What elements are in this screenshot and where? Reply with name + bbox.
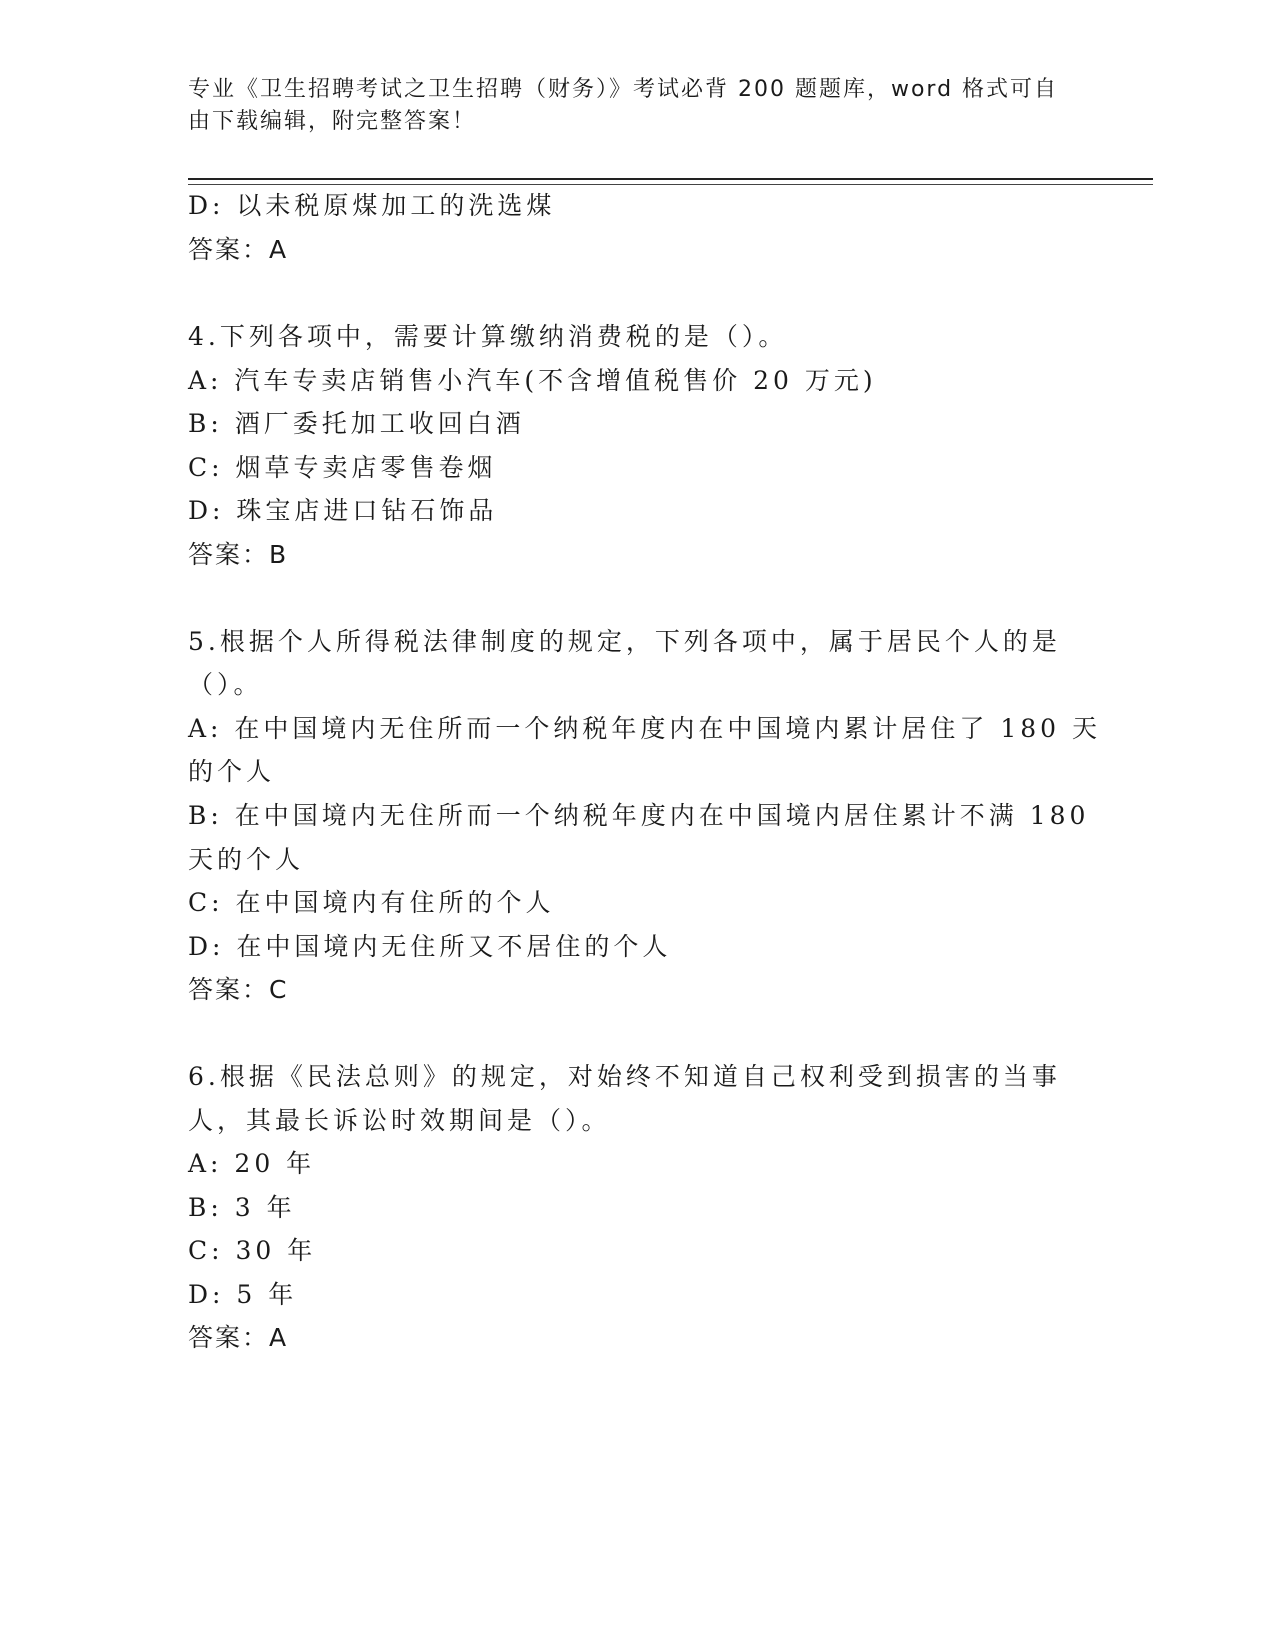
q4-stem: 4.下列各项中，需要计算缴纳消费税的是（）。 [188,322,788,351]
q4-option-b: B: 酒厂委托加工收回白酒 [188,409,525,438]
header-divider-thin [188,184,1153,185]
header-line-1: 专业《卫生招聘考试之卫生招聘（财务）》考试必背 200 题题库，word 格式可自 [188,77,1059,102]
q3-option-d: D: 以未税原煤加工的洗选煤 [188,191,556,220]
q6-option-a: A: 20 年 [188,1149,316,1178]
q5-option-b-line-2: 天的个人 [188,845,305,874]
q6-stem-line-2: 人，其最长诉讼时效期间是（）。 [188,1106,611,1135]
header-line-2: 由下载编辑，附完整答案！ [188,109,477,134]
q5-answer: 答案：C [188,975,289,1004]
q4-option-a: A: 汽车专卖店销售小汽车(不含增值税售价 20 万元) [188,366,877,395]
q3-answer: 答案：A [188,235,289,264]
q5-option-c: C: 在中国境内有住所的个人 [188,888,555,917]
q5-option-b-line-1: B: 在中国境内无住所而一个纳税年度内在中国境内居住累计不满 180 [188,801,1090,830]
q6-stem-line-1: 6.根据《民法总则》的规定，对始终不知道自己权利受到损害的当事 [188,1062,1061,1091]
q5-stem-line-2: （）。 [188,670,263,699]
q5-stem-line-1: 5.根据个人所得税法律制度的规定，下列各项中，属于居民个人的是 [188,627,1061,656]
q5-option-a-line-1: A: 在中国境内无住所而一个纳税年度内在中国境内累计居住了 180 天 [188,714,1102,743]
q4-answer: 答案：B [188,540,289,569]
q5-option-a-line-2: 的个人 [188,757,276,786]
header-divider-thick [188,178,1153,180]
document-header [188,74,1068,138]
q6-option-d: D: 5 年 [188,1280,298,1309]
q6-answer: 答案：A [188,1323,289,1352]
q5-option-d: D: 在中国境内无住所又不居住的个人 [188,932,672,961]
q6-option-b: B: 3 年 [188,1193,296,1222]
q4-option-c: C: 烟草专卖店零售卷烟 [188,453,497,482]
q4-option-d: D: 珠宝店进口钻石饰品 [188,496,498,525]
q6-option-c: C: 30 年 [188,1236,317,1265]
